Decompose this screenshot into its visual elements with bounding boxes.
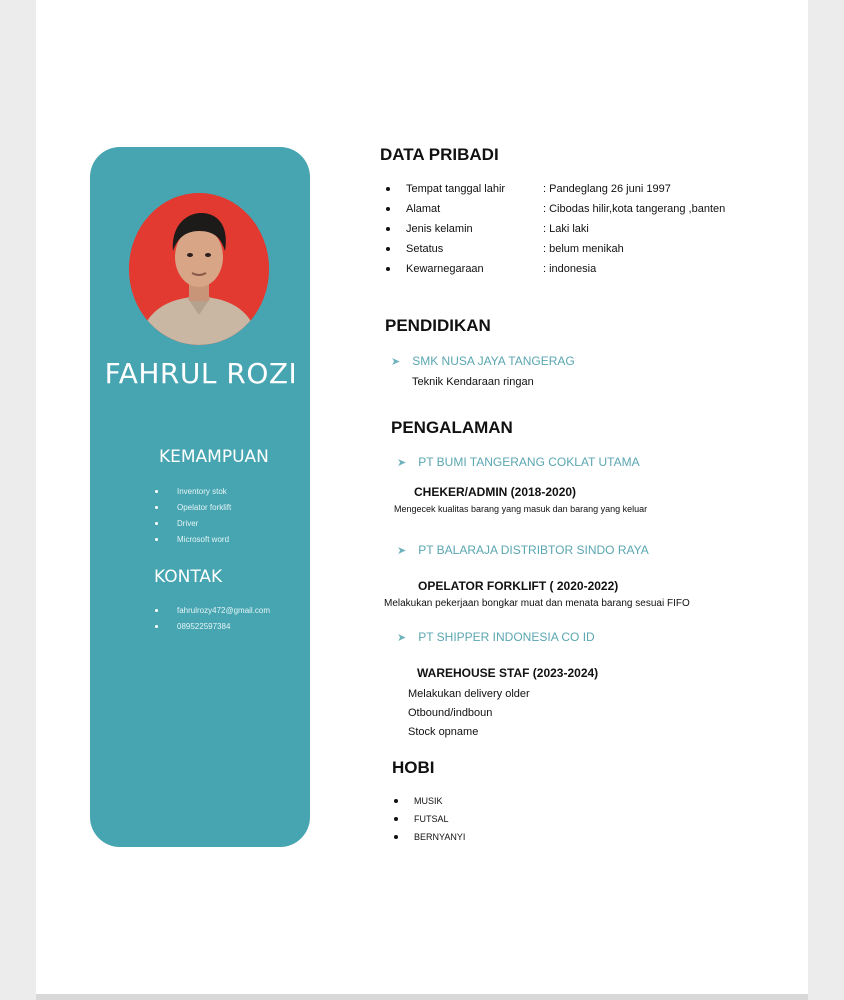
- personal-item: [384, 219, 725, 239]
- job-detail: Mengecek kualitas barang yang masuk dan barang yang keluar: [394, 504, 648, 514]
- skills-list: [155, 484, 231, 548]
- hobbies-heading: HOBI: [392, 758, 435, 777]
- job-detail: Melakukan pekerjaan bongkar muat dan menata barang sesuai FIFO: [384, 598, 690, 609]
- job-company: [397, 455, 640, 469]
- personal-item: [384, 199, 725, 219]
- job-detail: Melakukan delivery older: [408, 688, 530, 700]
- hobby-item: MUSIK: [392, 792, 465, 810]
- personal-label: Alamat: [406, 203, 441, 215]
- profile-photo: [129, 193, 269, 345]
- personal-label: Jenis kelamin: [406, 223, 473, 235]
- personal-value: : Pandeglang 26 juni 1997: [543, 183, 671, 195]
- personal-label: Setatus: [406, 243, 444, 255]
- arrow-right-icon: ➤: [397, 457, 407, 469]
- hobby-item: FUTSAL: [392, 810, 465, 828]
- person-avatar-icon: [129, 193, 269, 345]
- profile-name: FAHRUL ROZI: [104, 357, 298, 390]
- company-name: PT SHIPPER INDONESIA CO ID: [418, 630, 595, 644]
- personal-label: Tempat tanggal lahir: [406, 183, 506, 195]
- job-company: [397, 630, 595, 644]
- hobby-item: BERNYANYI: [392, 828, 465, 846]
- personal-value: : indonesia: [543, 263, 597, 275]
- personal-item: [384, 239, 725, 259]
- skills-heading: KEMAMPUAN: [159, 447, 269, 467]
- skill-item: Microsoft word: [155, 532, 231, 548]
- job-role: WAREHOUSE STAF (2023-2024): [417, 666, 599, 680]
- job-role: OPELATOR FORKLIFT ( 2020-2022): [418, 579, 619, 593]
- school-entry: [391, 354, 575, 368]
- personal-label: Kewarnegaraan: [406, 263, 484, 275]
- arrow-right-icon: ➤: [391, 356, 401, 368]
- education-heading: PENDIDIKAN: [385, 316, 491, 335]
- personal-item: [384, 179, 725, 199]
- hobbies-list: [392, 792, 465, 846]
- contact-list: [155, 603, 270, 635]
- job-company: [397, 543, 649, 557]
- job-role: CHEKER/ADMIN (2018-2020): [414, 485, 577, 499]
- company-name: PT BUMI TANGERANG COKLAT UTAMA: [418, 455, 640, 469]
- personal-value: : Laki laki: [543, 223, 589, 235]
- school-major: Teknik Kendaraan ringan: [412, 376, 534, 388]
- skill-item: Driver: [155, 516, 231, 532]
- experience-heading: PENGALAMAN: [391, 418, 513, 437]
- personal-item: [384, 259, 725, 279]
- personal-value: : Cibodas hilir,kota tangerang ,banten: [543, 203, 726, 215]
- personal-list: [384, 179, 725, 279]
- arrow-right-icon: ➤: [397, 632, 407, 644]
- page-edge: [36, 994, 808, 1000]
- contact-heading: KONTAK: [154, 567, 223, 587]
- job-detail: Otbound/indboun: [408, 707, 493, 719]
- email-text: fahrulrozy472@gmail.com: [155, 603, 270, 619]
- skill-item: Inventory stok: [155, 484, 231, 500]
- phone-text: 089522597384: [155, 619, 270, 635]
- job-detail: Stock opname: [408, 726, 479, 738]
- company-name: PT BALARAJA DISTRIBTOR SINDO RAYA: [418, 543, 649, 557]
- arrow-right-icon: ➤: [397, 545, 407, 557]
- school-name: SMK NUSA JAYA TANGERAG: [412, 354, 575, 368]
- skill-item: Opelator forklift: [155, 500, 231, 516]
- personal-heading: DATA PRIBADI: [380, 145, 499, 164]
- personal-value: : belum menikah: [543, 243, 624, 255]
